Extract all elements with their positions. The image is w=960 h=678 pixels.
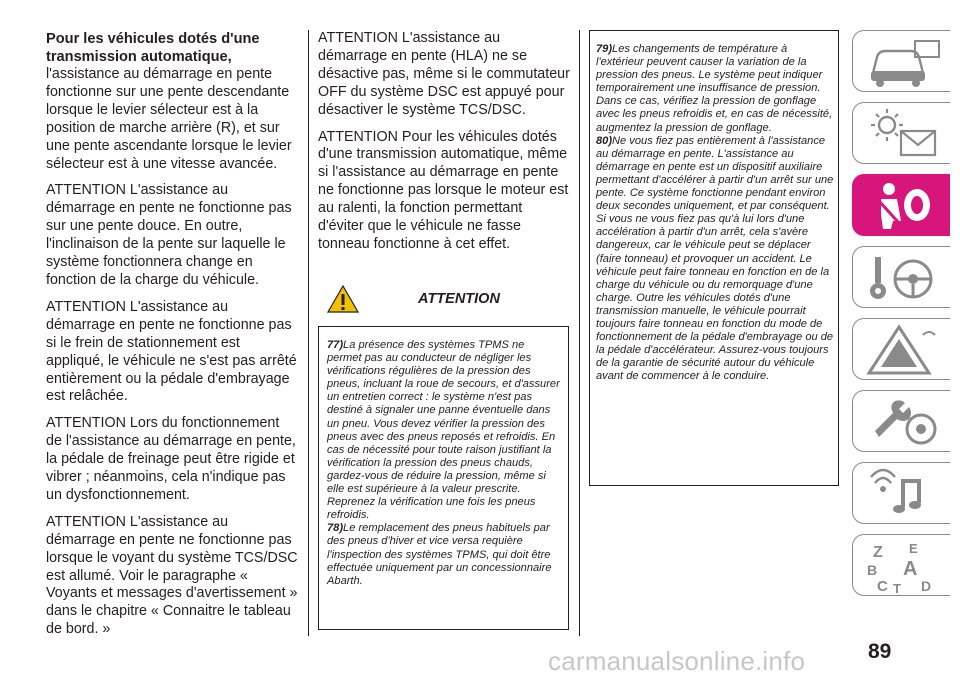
- paragraph: ATTENTION Pour les véhicules dotés d'une transmission automatique, même si l'assistance au démarrage en pente ne fonctionne pas lorsque le moteur est au ralenti, la fonction permettant d'éviter que le véhicule ne fasse tonneau fonctionne à cet effet.: [318, 128, 569, 252]
- index-letter: E: [909, 541, 918, 556]
- middle-column: [318, 30, 570, 263]
- note-80: 80)Ne vous fiez pas entièrement à l'assistance au démarrage en pente. L'assistance au démarrage en pente est un dispositif auxiliaire permettant d'accélérer à partir d'un arrêt sur une pente. Ce système fonctionne pendant environ deux secondes uniquement, et par conséquent. Si vous ne vous fiez pas qu'à lui lors d'une accélération à partir d'un arrêt, cela s'avère dangereux, car le véhicule peut se déplacer (faire tonneau) et provoquer un accident. Le véhicule peut faire tonneau en fonction en de la charge du véhicule ou du remorquage d'une charge. Outre les véhicules dotés d'une transmission manuelle, le véhicule pourrait toujours faire tonneau en fonction du mode de fonctionnement de la pédale d'embrayage ou de la pédale d'accélérateur. Assurez-vous toujours de la garantie de sécurité autour du véhicule avant de commencer à le conduire.: [596, 134, 834, 383]
- note-79: 79)Les changements de température à l'extérieur peuvent causer la variation de la pression des pneus. Le système peut indiquer temporairement une insuffisance de pression. Dans ce cas, vérifiez la pression de gonflage avec les pneus refroidis et, en cas de nécessité, augmentez la pression de gonflage.: [596, 43, 833, 134]
- watermark: carmanualsonline.info: [548, 646, 806, 676]
- index-letter: D: [921, 578, 932, 594]
- index-letter: T: [893, 581, 901, 596]
- paragraph: ATTENTION L'assistance au démarrage en pente ne fonctionne pas sur une pente douce. En outre, l'inclinaison de la pente sur laquelle le système fonctionnera change en fonction de la charge du véhicule.: [46, 182, 292, 288]
- index-letters-icon: [853, 535, 951, 597]
- tab-warning-lights[interactable]: [852, 102, 950, 164]
- warning-notes-right: [589, 30, 839, 486]
- warning-notes-left: [318, 326, 569, 630]
- key-steering-wheel-icon: [853, 247, 951, 309]
- tab-index[interactable]: [852, 534, 950, 596]
- left-column: [46, 30, 298, 648]
- warning-triangle-icon: [853, 319, 951, 381]
- note-78: 78)Le remplacement des pneus habituels par des pneus d'hiver et vice versa requière l'inspection des systèmes TPMS, qui doit être effectuée uniquement par un concessionnaire Abarth.: [327, 522, 552, 587]
- tab-safety[interactable]: [852, 174, 950, 236]
- tab-maintenance[interactable]: [852, 390, 950, 452]
- warning-header: [318, 280, 570, 320]
- paragraph: ATTENTION L'assistance au démarrage en pente (HLA) ne se désactive pas, même si le commutateur OFF du système DSC est appuyé pour désactiver le système TCS/DSC.: [318, 30, 570, 118]
- tab-starting-driving[interactable]: [852, 246, 950, 308]
- warning-lights-icon: [853, 103, 951, 165]
- car-dashboard-icon: [853, 31, 951, 93]
- warning-title: ATTENTION: [418, 291, 500, 307]
- tab-multimedia[interactable]: [852, 462, 950, 524]
- seatbelt-airbag-icon: [853, 175, 951, 237]
- column-divider: [308, 30, 309, 636]
- section-heading: Pour les véhicules dotés d'une transmission automatique,: [46, 31, 260, 65]
- index-letter: Z: [873, 544, 883, 561]
- column-divider: [579, 30, 580, 636]
- multimedia-icon: [853, 463, 951, 525]
- page-number: 89: [868, 640, 892, 663]
- index-letter: B: [867, 562, 878, 578]
- paragraph: ATTENTION L'assistance au démarrage en pente ne fonctionne pas lorsque le voyant du système TCS/DSC est allumé. Voir le paragraphe « Voyants et messages d'avertissement » dans le chapitre « Connaitre le tableau de bord. »: [46, 513, 298, 638]
- tab-emergency[interactable]: [852, 318, 950, 380]
- paragraph: ATTENTION Lors du fonctionnement de l'assistance au démarrage en pente, la pédale de freinage peut être rigide et vibrer ; néanmoins, cela n'indique pas un dysfonctionnement.: [46, 415, 296, 503]
- tab-car-dashboard[interactable]: [852, 30, 950, 92]
- maintenance-tools-icon: [853, 391, 951, 453]
- paragraph: l'assistance au démarrage en pente fonctionne sur une pente descendante lorsque le levier sélecteur est à la position de marche arrière (R), et sur une pente ascendante lorsque le levier sélecteur est à une vitesse avancée.: [46, 66, 292, 172]
- index-letter: C: [877, 578, 888, 595]
- index-letter: A: [903, 558, 918, 580]
- paragraph: ATTENTION L'assistance au démarrage en pente ne fonctionne pas si le frein de stationnement est appliqué, le véhicule ne s'est pas arrêté entièrement ou la pédale d'embrayage est relâchée.: [46, 298, 297, 405]
- note-77: 77)La présence des systèmes TPMS ne permet pas au conducteur de négliger les vérifications régulières de la pression des pneus, incluant la roue de secours, et d'assurer un entretien correct : le système n'est pas destiné à signaler une panne éventuelle dans un pneu. Vous devez vérifier la pression des pneus avec des pneus reposés et refroidis. En cas de nécessité pour toute raison justifiant la vérification la pression des pneus chauds, gardez-vous de réduire la pression, même si elle est supérieure à la valeur prescrite. Reprenez la vérification une fois les pneus refroidis.: [327, 339, 560, 522]
